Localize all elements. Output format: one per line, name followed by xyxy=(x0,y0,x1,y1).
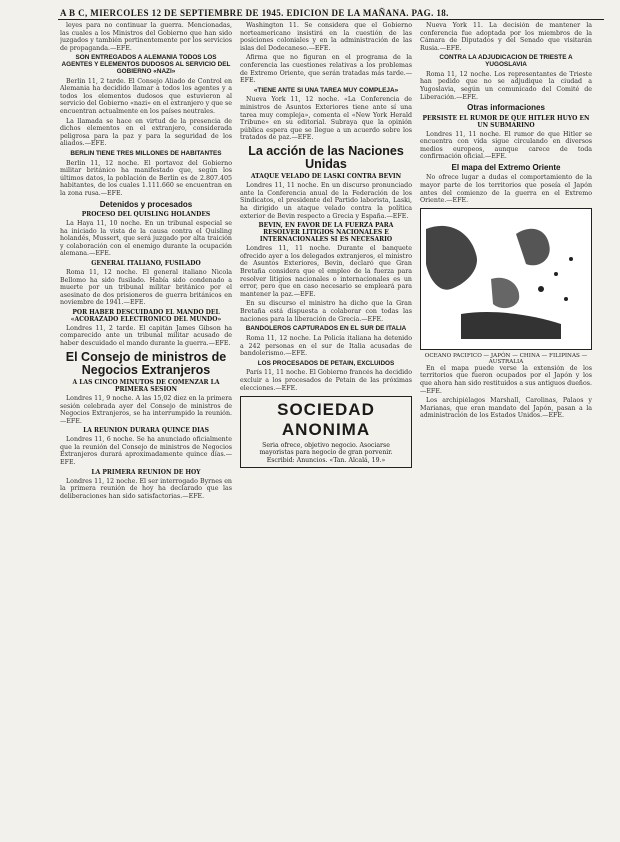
header-text: A B C, MIERCOLES 12 DE SEPTIEMBRE DE 1945. EDICION DE LA MAÑANA. PAG. 18. xyxy=(60,8,449,18)
map-caption: OCEANO PACIFICO — JAPÓN — CHINA — FILIPINAS — AUSTRALIA xyxy=(424,352,588,365)
subheadline: GENERAL ITALIANO, FUSILADO xyxy=(91,259,201,267)
article-paragraph: Londres 11, 12 noche. El ser interrogado Byrnes en la primera reunión de hoy ha declarado que las deliberaciones han sido satisfactorias.—EFE. xyxy=(60,477,232,500)
far-east-map xyxy=(420,208,592,350)
article-paragraph: En su discurso el ministro ha dicho que la Gran Bretaña está dispuesta a colaborar con todas las naciones para la liberación de Grecia.—EFE. xyxy=(240,300,412,323)
header-rule xyxy=(58,19,604,20)
ad-body: Seria ofrece, objetivo negocio. Asociarse mayoristas para negocio de gran porvenir. Escribid: Anuncios. «Tan. Alcalá, 19.» xyxy=(259,442,393,464)
article-paragraph: Londres 11, 11 noche. El rumor de que Hitler se encuentra con vida sigue circulando en diversos medios europeos, aunque carece de toda confirmación oficial.—EFE. xyxy=(420,130,592,161)
article-paragraph: Berlín 11, 12 noche. El portavoz del Gobierno militar británico ha manifestado que, según los últimos datos, la población de Berlín es de 2.807.405 habitantes, de los cuales 1.111.660 se encuentran en la zona rusa.—EFE. xyxy=(60,159,232,197)
subheadline: BEVIN, EN FAVOR DE LA FUERZA PARA RESOLVER LITIGIOS NACIONALES E INTERNACIONALES SI ES NECESARIO xyxy=(258,222,394,244)
article-paragraph: leyes para no continuar la guerra. Mencionadas, las cuales a los Ministros del Gobierno que han sido juzgados y también pertinentemente por los servicios de propaganda.—EFE. xyxy=(60,22,232,52)
subheadline: LA REUNION DURARA QUINCE DIAS xyxy=(83,427,209,435)
ad-title: SOCIEDAD ANONIMA xyxy=(277,400,375,440)
section-headline: «TIENE ANTE SI UNA TAREA MUY COMPLEJA» xyxy=(253,86,399,94)
subheadline: PROCESO DEL QUISLING HOLANDES xyxy=(81,210,211,218)
section-headline: La acción de las Naciones Unidas xyxy=(248,144,404,172)
article-paragraph: Roma 11, 12 noche. La Policía italiana ha detenido a 242 personas en el sur de Italia acusadas de bandolerismo.—EFE. xyxy=(240,334,412,358)
article-paragraph: Los archipiélagos Marshall, Carolinas, Palaos y Marianas, que eran mandato del Japón, pasan a la administración de los Estados Unidos.—EFE. xyxy=(420,397,592,420)
subheadline: LA PRIMERA REUNION DE HOY xyxy=(91,468,201,476)
article-paragraph: Nueva York 11. La decisión de mantener la conferencia fue adoptada por los miembros de la Cámara de Diputados y del Senado que visitarán Rusia.—EFE. xyxy=(420,22,592,52)
article-paragraph: Roma 11, 12 noche. El general italiano Nicola Bellomo ha sido fusilado. Había sido condenado a muerte por un tribunal militar británico por el asesinato de dos prisioneros de guerra británicos en noviembre de 1941.—EFE. xyxy=(60,268,232,307)
section-headline: El Consejo de ministros de Negocios Extranjeros xyxy=(65,349,227,377)
article-paragraph: Berlín 11, 2 tarde. El Consejo Aliado de Control en Alemania ha decidido llamar a todos los agentes y a todos los elementos dudosos que estuvieron al servicio del Gobierno «nazi» en el extranjero y que se encuentran actualmente en los países neutrales. xyxy=(60,77,232,115)
section-headline: Detenidos y procesados xyxy=(99,199,193,209)
subheadline: A LAS CINCO MINUTOS DE COMENZAR LA PRIMERA SESION xyxy=(72,378,220,393)
article-paragraph: Londres 11, 9 noche. A las 15,02 diez en la primera sesión celebrada ayer del Consejo de ministros de Negocios Extranjeros, se ha interrumpido la reunión.—EFE. xyxy=(60,394,232,425)
subheadline: POR HABER DESCUIDADO EL MANDO DEL «ACORAZADO ELECTRONICO DEL MUNDO» xyxy=(70,308,222,323)
map-illustration xyxy=(421,209,591,349)
section-headline: BANDOLEROS CAPTURADOS EN EL SUR DE ITALIA xyxy=(245,325,407,333)
article-paragraph: París 11, 11 noche. El Gobierno francés ha decidido excluir a los procesados de Petain de las próximas elecciones.—EFE. xyxy=(240,369,412,392)
section-headline: CONTRA LA ADJUDICACION DE TRIESTE A YUGOSLAVIA xyxy=(439,54,573,69)
section-headline: BERLIN TIENE TRES MILLONES DE HABITANTES xyxy=(70,149,222,157)
section-headline: El mapa del Extremo Oriente xyxy=(451,162,561,172)
classified-ad xyxy=(240,396,412,468)
article-paragraph: Washington 11. Se considera que el Gobierno norteamericano insistirá en la cuestión de las posiciones coloniales y en la administración de las islas del Dodecaneso.—EFE. xyxy=(240,22,412,52)
subheadline: PERSISTE EL RUMOR DE QUE HITLER HUYO EN UN SUBMARINO xyxy=(422,114,590,129)
article-paragraph: Londres 11, 11 noche. Durante el banquete ofrecido ayer a los delegados extranjeros, el ministro de Asuntos Exteriores, Bevin, declaró que Gran Bretaña considera que el empleo de la fuerza para resolver litigios nacionales o internacionales es un error, pero que en caso necesario se empleará para mantener la paz.—EFE. xyxy=(240,245,412,298)
article-paragraph: No ofrece lugar a dudas el comportamiento de la mayor parte de los territorios que poseía el Japón antes del comienzo de la guerra en el Extremo Oriente.—EFE. xyxy=(420,174,592,205)
section-headline: SON ENTREGADOS A ALEMANIA TODOS LOS AGENTES Y ELEMENTOS DUDOSOS AL SERVICIO DEL GOBIERNO «NAZI» xyxy=(61,54,231,75)
article-paragraph: La Haya 11, 10 noche. En un tribunal especial se ha iniciado la vista de la causa contra el Quisling holandés, Mussert, que será juzgado por alta traición y colaboración con el enemigo durante la ocupación alemana.—EFE. xyxy=(60,219,232,258)
column-1 xyxy=(60,22,232,832)
section-headline: LOS PROCESADOS DE PETAIN, EXCLUIDOS xyxy=(257,359,395,367)
article-paragraph: En el mapa puede verse la extensión de los territorios que fueron ocupados por el Japón y los que ahora han sido restituidos a sus antiguos dueños.—EFE. xyxy=(420,364,592,395)
section-headline: Otras informaciones xyxy=(467,103,545,113)
article-paragraph: La llamada se hace en virtud de la presencia de dichos elementos en el extranjero, considerada peligrosa para la paz y para la seguridad de los aliados.—EFE. xyxy=(60,117,232,148)
subheadline: ATAQUE VELADO DE LASKI CONTRA BEVIN xyxy=(250,173,402,181)
article-paragraph: Londres 11, 6 noche. Se ha anunciado oficialmente que la reunión del Consejo de ministros de Negocios Extranjeros durará aproximadamente quince días.—EFE. xyxy=(60,436,232,467)
article-paragraph: Londres 11, 11 noche. En un discurso pronunciado ante la Conferencia anual de la Federación de los Sindicatos, el presidente del Partido laborista, Laski, ha dirigido un ataque velado contra la política exterior de Bevin respecto a Grecia y España.—EFE. xyxy=(240,182,412,220)
column-3 xyxy=(420,22,592,832)
article-paragraph: Londres 11, 2 tarde. El capitán James Gibson ha comparecido ante un tribunal militar acusado de haber descuidado el mando durante la guerra.—EFE. xyxy=(60,324,232,348)
article-paragraph: Afirma que no figuran en el programa de la conferencia las cuestiones relativas a los problemas de Extremo Oriente, que serán tratadas más tarde.—EFE. xyxy=(240,54,412,85)
article-paragraph: Roma 11, 12 noche. Los representantes de Trieste han pedido que no se adjudique la ciudad a Yugoslavia, según un comunicado del Comité de Liberación.—EFE. xyxy=(420,70,592,101)
column-2 xyxy=(240,22,412,832)
article-paragraph: Nueva York 11, 12 noche. «La Conferencia de ministros de Asuntos Exteriores tiene ante sí una tarea muy compleja», comenta el «New York Herald Tribune» en su editorial. Subraya que la opinión pública espera que se llegue a un acuerdo sobre los tratados de paz.—EFE. xyxy=(240,96,412,142)
